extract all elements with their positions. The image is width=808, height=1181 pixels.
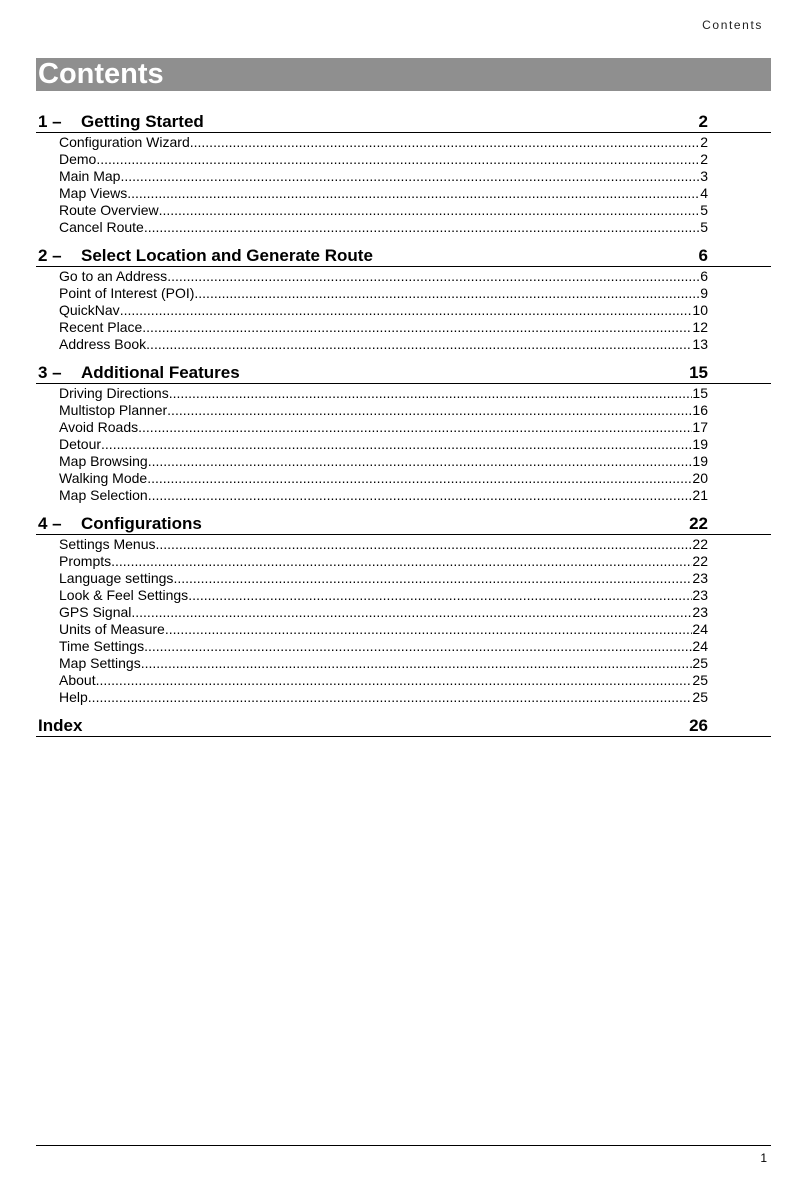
- dot-leader: [127, 185, 700, 202]
- dot-leader: [144, 219, 700, 236]
- toc-section: [36, 359, 771, 504]
- toc-entry-label: Prompts: [59, 553, 112, 569]
- dot-leader: [148, 487, 693, 504]
- toc-entry-label: Point of Interest (POI): [59, 285, 195, 301]
- page-number: 1: [760, 1151, 767, 1165]
- toc-entry-label: Map Views: [59, 185, 128, 201]
- toc-entry-label: Detour: [59, 436, 102, 452]
- toc-entry[interactable]: [59, 436, 708, 453]
- dot-leader: [138, 419, 692, 436]
- toc-section: [36, 510, 771, 706]
- toc-entry[interactable]: [59, 151, 708, 168]
- toc-entry[interactable]: [59, 487, 708, 504]
- toc-sections: [36, 108, 771, 706]
- toc-entry-label: Recent Place: [59, 319, 143, 335]
- toc-entry-page: 16: [692, 402, 708, 418]
- toc-section: [36, 242, 771, 353]
- toc-entry-page: 6: [700, 268, 708, 284]
- footer-rule: [36, 1145, 771, 1146]
- toc-entry-page: 25: [692, 655, 708, 671]
- toc-entry-list: [36, 385, 771, 504]
- toc-entry-page: 22: [692, 553, 708, 569]
- toc-entry-label: Cancel Route: [59, 219, 144, 235]
- toc-entry-label: Time Settings: [59, 638, 145, 654]
- toc-section-heading[interactable]: [36, 359, 771, 384]
- toc-section-heading[interactable]: [36, 108, 771, 133]
- toc-entry-label: Driving Directions: [59, 385, 169, 401]
- section-page: 15: [689, 363, 708, 382]
- toc-entry-page: 13: [692, 336, 708, 352]
- toc-entry[interactable]: [59, 587, 708, 604]
- section-title: Configurations: [81, 514, 202, 533]
- section-page: 2: [698, 112, 708, 131]
- running-header: Contents: [702, 18, 763, 32]
- toc-entry[interactable]: [59, 219, 708, 236]
- toc-entry[interactable]: [59, 185, 708, 202]
- toc-entry[interactable]: [59, 202, 708, 219]
- section-number: 3 –: [38, 363, 62, 382]
- toc-entry-page: 3: [700, 168, 708, 184]
- dot-leader: [96, 672, 693, 689]
- toc-entry-label: Help: [59, 689, 88, 705]
- toc-entry-label: Demo: [59, 151, 97, 167]
- dot-leader: [101, 436, 692, 453]
- toc-entry-page: 23: [692, 604, 708, 620]
- dot-leader: [147, 470, 692, 487]
- dot-leader: [88, 689, 693, 706]
- toc-entry[interactable]: [59, 319, 708, 336]
- toc-entry-label: Map Browsing: [59, 453, 148, 469]
- toc-entry-page: 25: [692, 672, 708, 688]
- toc-entry-page: 25: [692, 689, 708, 705]
- toc-entry-label: Multistop Planner: [59, 402, 168, 418]
- toc-entry-page: 23: [692, 587, 708, 603]
- toc-entry-page: 19: [692, 453, 708, 469]
- toc-entry-label: Map Selection: [59, 487, 148, 503]
- toc-entry-page: 2: [700, 134, 708, 150]
- toc-entry-label: Look & Feel Settings: [59, 587, 189, 603]
- toc-entry[interactable]: [59, 285, 708, 302]
- toc-entry[interactable]: [59, 419, 708, 436]
- toc-entry-label: Address Book: [59, 336, 147, 352]
- toc-entry[interactable]: [59, 302, 708, 319]
- toc-entry-page: 23: [692, 570, 708, 586]
- toc-entry-label: Go to an Address: [59, 268, 168, 284]
- toc-entry[interactable]: [59, 402, 708, 419]
- dot-leader: [173, 570, 692, 587]
- toc-entry-label: Avoid Roads: [59, 419, 139, 435]
- dot-leader: [144, 638, 692, 655]
- page-title-bar: [36, 58, 771, 91]
- section-page: 22: [689, 514, 708, 533]
- toc-index-heading[interactable]: [36, 712, 771, 737]
- toc-entry[interactable]: [59, 385, 708, 402]
- toc-entry-page: 24: [692, 621, 708, 637]
- toc-entry[interactable]: [59, 553, 708, 570]
- dot-leader: [120, 168, 700, 185]
- toc-section: [36, 108, 771, 236]
- toc-entry[interactable]: [59, 536, 708, 553]
- section-title: Additional Features: [81, 363, 240, 382]
- toc-entry-list: [36, 134, 771, 236]
- toc-entry[interactable]: [59, 638, 708, 655]
- toc-entry-page: 20: [692, 470, 708, 486]
- dot-leader: [120, 302, 693, 319]
- page-title: Contents: [38, 58, 164, 90]
- index-title: Index: [38, 716, 83, 735]
- toc-entry-label: Settings Menus: [59, 536, 156, 552]
- toc-entry-page: 4: [700, 185, 708, 201]
- toc-entry-page: 5: [700, 202, 708, 218]
- dot-leader: [146, 336, 692, 353]
- toc-entry-page: 2: [700, 151, 708, 167]
- dot-leader: [156, 536, 693, 553]
- section-number: 1 –: [38, 112, 62, 131]
- toc-entry-page: 15: [692, 385, 708, 401]
- dot-leader: [169, 385, 693, 402]
- dot-leader: [96, 151, 700, 168]
- toc-entry-label: QuickNav: [59, 302, 120, 318]
- toc-entry-label: Language settings: [59, 570, 174, 586]
- toc-entry[interactable]: [59, 453, 708, 470]
- toc-entry-label: Units of Measure: [59, 621, 165, 637]
- dot-leader: [159, 202, 701, 219]
- section-title: Select Location and Generate Route: [81, 246, 373, 265]
- dot-leader: [167, 268, 700, 285]
- dot-leader: [142, 319, 692, 336]
- toc-entry-list: [36, 268, 771, 353]
- toc-entry-list: [36, 536, 771, 706]
- toc-entry[interactable]: [59, 621, 708, 638]
- toc-entry[interactable]: [59, 134, 708, 151]
- toc-entry-label: Configuration Wizard: [59, 134, 190, 150]
- toc-entry[interactable]: [59, 470, 708, 487]
- toc-entry-page: 24: [692, 638, 708, 654]
- toc-entry[interactable]: [59, 168, 708, 185]
- dot-leader: [188, 587, 692, 604]
- toc-entry[interactable]: [59, 268, 708, 285]
- toc-entry-page: 9: [700, 285, 708, 301]
- toc-entry-page: 19: [692, 436, 708, 452]
- section-number: 2 –: [38, 246, 62, 265]
- toc-entry[interactable]: [59, 655, 708, 672]
- toc-entry-page: 10: [692, 302, 708, 318]
- dot-leader: [148, 453, 693, 470]
- toc-entry-page: 22: [692, 536, 708, 552]
- toc-entry-label: About: [59, 672, 96, 688]
- toc-entry-page: 12: [692, 319, 708, 335]
- dot-leader: [190, 134, 700, 151]
- toc-entry-label: Main Map: [59, 168, 121, 184]
- toc-entry[interactable]: [59, 570, 708, 587]
- toc-entry-label: Map Settings: [59, 655, 141, 671]
- toc-entry[interactable]: [59, 336, 708, 353]
- toc-entry-label: Route Overview: [59, 202, 159, 218]
- toc-entry-label: Walking Mode: [59, 470, 148, 486]
- toc-section-heading[interactable]: [36, 242, 771, 267]
- dot-leader: [194, 285, 700, 302]
- toc-entry-page: 5: [700, 219, 708, 235]
- toc-entry[interactable]: [59, 672, 708, 689]
- dot-leader: [165, 621, 693, 638]
- section-page: 6: [698, 246, 708, 265]
- section-title: Getting Started: [81, 112, 204, 131]
- section-number: 4 –: [38, 514, 62, 533]
- table-of-contents: [36, 108, 771, 737]
- dot-leader: [111, 553, 692, 570]
- toc-section-heading[interactable]: [36, 510, 771, 535]
- toc-entry-page: 21: [692, 487, 708, 503]
- toc-entry[interactable]: [59, 604, 708, 621]
- dot-leader: [141, 655, 693, 672]
- dot-leader: [131, 604, 692, 621]
- toc-entry-page: 17: [692, 419, 708, 435]
- index-page: 26: [689, 716, 708, 735]
- toc-entry[interactable]: [59, 689, 708, 706]
- toc-entry-label: GPS Signal: [59, 604, 132, 620]
- dot-leader: [167, 402, 692, 419]
